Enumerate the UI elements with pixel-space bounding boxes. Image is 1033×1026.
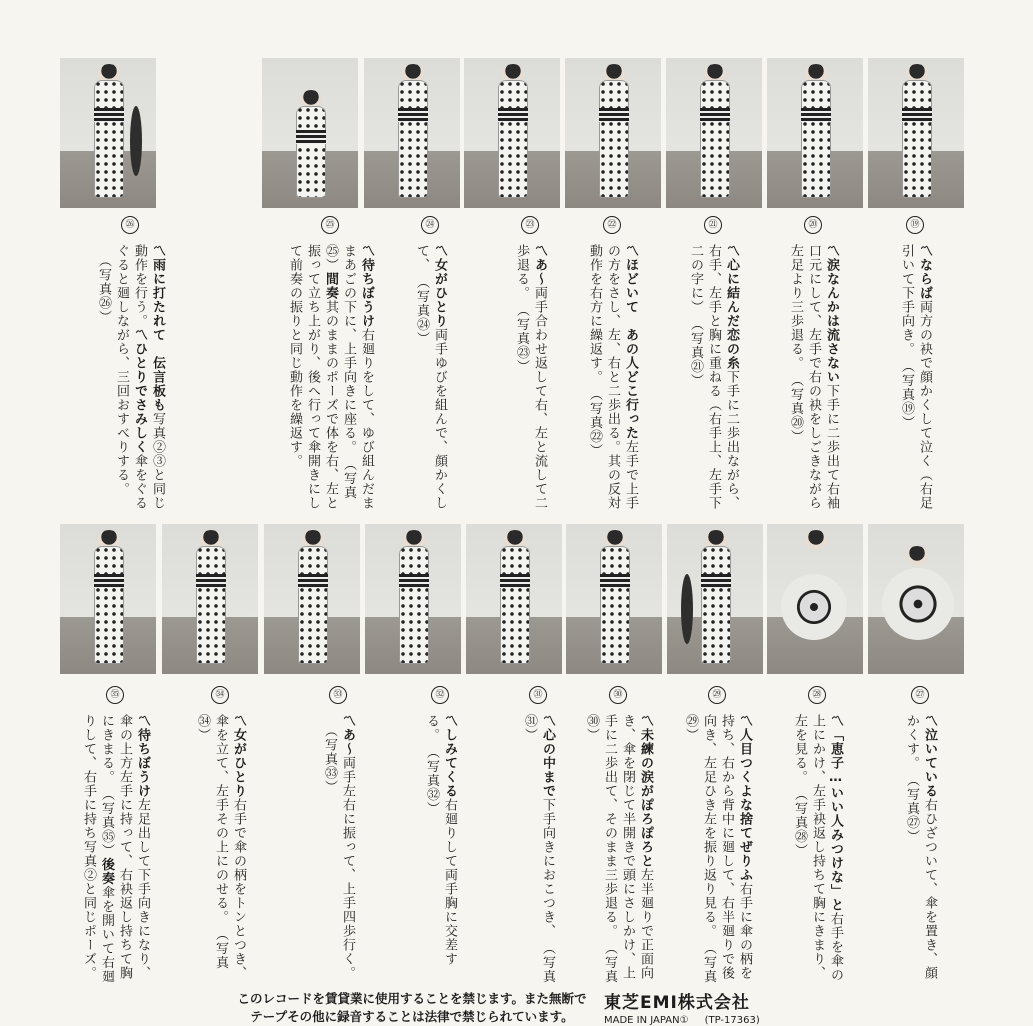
instruction-text: 右廻りして両手胸に交差する。 bbox=[424, 714, 457, 966]
photo-28 bbox=[767, 524, 863, 674]
step-number: ㉔ bbox=[421, 216, 439, 234]
photo-19 bbox=[868, 58, 964, 208]
step-number: ㉓ bbox=[521, 216, 539, 234]
instruction-text: 右手に傘の柄を持ち、右から背中に廻して、右半廻りで後向き、左足ひき左を振り返り見る。 bbox=[701, 714, 752, 980]
lyric-line: 〽ほどいて あの人どこ行った bbox=[623, 244, 638, 440]
photo-ref: （写真㉒） bbox=[587, 394, 602, 458]
step-number: ㉘ bbox=[808, 686, 826, 704]
instruction-text: 右ひざついて、傘を置き、顔かくす。 bbox=[904, 714, 937, 980]
step-number: ㉖ bbox=[121, 216, 139, 234]
photo-20 bbox=[767, 58, 863, 208]
instruction-text: 両手合わせ返して右、左と流して二歩退る。 bbox=[514, 244, 547, 510]
step-number: ㉞ bbox=[211, 686, 229, 704]
step-20 bbox=[788, 216, 839, 514]
top-photo-strip bbox=[0, 58, 1033, 208]
photo-ref: （写真㉕） bbox=[323, 244, 356, 500]
photo-ref: （写真㉙） bbox=[683, 714, 716, 984]
lyric-line: 〽心の中まで bbox=[540, 714, 555, 798]
step-number: ㉙ bbox=[708, 686, 726, 704]
photo-25 bbox=[262, 58, 358, 208]
instruction-text: 下手向きにおこつき、 bbox=[540, 798, 555, 938]
lyric-line: 〽泣いている bbox=[922, 714, 937, 798]
photo-ref: （写真㉔） bbox=[414, 282, 429, 346]
photo-ref: （写真㉟） bbox=[99, 794, 114, 858]
instruction-text: 右廻りをして、ゆび組んだままあごの下に、上手向きに座る。 bbox=[341, 244, 374, 510]
step-35 bbox=[70, 686, 160, 984]
photo-34 bbox=[162, 524, 258, 674]
photo-ref: （写真⑳） bbox=[788, 380, 803, 444]
photo-31 bbox=[466, 524, 562, 674]
step-28 bbox=[792, 686, 843, 984]
step-number: ⑲ bbox=[906, 216, 924, 234]
publisher-block bbox=[604, 988, 834, 1026]
lyric-line: 〽女がひとり bbox=[231, 714, 246, 798]
step-number: ㉟ bbox=[106, 686, 124, 704]
instruction-text: 下手に二歩出ながら、右手、左手と胸に重ねる（右手上、左手下二の字に） bbox=[688, 244, 739, 510]
photo-ref: （写真㉛） bbox=[522, 714, 555, 984]
photo-32 bbox=[365, 524, 461, 674]
step-number: ㉜ bbox=[431, 686, 449, 704]
lyric-line-2: 〽ひとりでさみしく bbox=[132, 328, 147, 454]
step-number: ㉝ bbox=[329, 686, 347, 704]
lyric-line: 〽待ちぼうけ bbox=[135, 714, 150, 798]
instruction-text: 左手で上手の方をさし、左、右と二歩出る。其の反対動作を右方に繰返す。 bbox=[587, 244, 638, 510]
instruction-text: 両手左右に振って、上手四歩行く。 bbox=[340, 756, 355, 980]
instruction-text: 右手で傘の柄をトンとつき、傘を立て、左手その上にのせる。 bbox=[213, 714, 246, 980]
postlude-label: 後奏 bbox=[99, 857, 114, 886]
step-number: ㉚ bbox=[609, 686, 627, 704]
step-number: ㉑ bbox=[704, 216, 722, 234]
photo-ref: （写真㉞） bbox=[195, 714, 228, 970]
lyric-line: 〽あ〜 bbox=[532, 244, 547, 286]
instruction-text: 下手に二歩出て右袖口元にして、左手で右の袂をしごきながら左足より三歩退る。 bbox=[788, 244, 839, 510]
instruction-text: 左半廻りで正面向き、傘を閉じて半開きで頭にさしかけ、上手に二歩出て、そのまま三歩退る。 bbox=[602, 714, 653, 980]
lyric-line: 〽待ちぼうけ bbox=[359, 244, 374, 328]
photo-ref: （写真㉜） bbox=[424, 752, 439, 816]
notice-line-1: このレコードを賃貸業に使用することを禁じます。また無断で bbox=[237, 991, 587, 1006]
postlude-text: 傘を開いて右廻りして、右手に持ち写真②と同じポーズ。 bbox=[81, 714, 114, 984]
step-23 bbox=[510, 216, 550, 514]
photo-23 bbox=[464, 58, 560, 208]
instruction-text: 両方の袂で顔かくして泣く（右足引いて下手向き。 bbox=[899, 244, 932, 510]
photo-26 bbox=[60, 58, 156, 208]
step-number: ㉕ bbox=[321, 216, 339, 234]
photo-ref: （写真⑲） bbox=[899, 366, 914, 430]
photo-35 bbox=[60, 524, 156, 674]
step-number: ㉗ bbox=[911, 686, 929, 704]
step-31 bbox=[518, 686, 558, 984]
lyric-line: 〽雨に打たれて 伝言板も bbox=[150, 244, 165, 412]
instruction-text-2: 傘をぐるぐると廻しながら、三回おすべりする。 bbox=[114, 244, 147, 510]
step-number: ㉛ bbox=[529, 686, 547, 704]
lyric-line: 〽「恵子…いい人みつけな」と bbox=[828, 714, 843, 912]
step-29 bbox=[683, 686, 752, 984]
lyric-line: 〽涙なんかは流さない bbox=[824, 244, 839, 384]
photo-ref: （写真㉝） bbox=[322, 724, 337, 794]
photo-ref: （写真㉘） bbox=[792, 794, 807, 858]
photo-24 bbox=[364, 58, 460, 208]
step-30 bbox=[584, 686, 653, 984]
step-25 bbox=[287, 216, 374, 514]
step-24 bbox=[410, 216, 450, 514]
step-27 bbox=[900, 686, 940, 984]
photo-ref: （写真㉑） bbox=[688, 324, 703, 388]
photo-21 bbox=[666, 58, 762, 208]
notice-line-2: テープその他に録音することは法律で禁じられています。 bbox=[250, 1009, 574, 1024]
photo-33 bbox=[264, 524, 360, 674]
bottom-photo-strip bbox=[0, 524, 1033, 674]
photo-22 bbox=[565, 58, 661, 208]
lyric-line: 〽心に結んだ恋の糸 bbox=[724, 244, 739, 370]
lyric-line: 〽あ〜 bbox=[340, 714, 355, 756]
instruction-text: 右手を傘の上にかけ、左手袂返し持ちて胸にきまり、左を見る。 bbox=[792, 714, 843, 982]
lyric-line: 〽未練の涙がぽろぽろと bbox=[638, 714, 653, 868]
photo-ref: （写真㉚） bbox=[584, 714, 617, 984]
step-26 bbox=[90, 216, 170, 514]
step-22 bbox=[587, 216, 638, 514]
copyright-notice bbox=[222, 990, 602, 1026]
catalog-code: (TP-17363) bbox=[704, 1015, 760, 1026]
made-in-label: MADE IN JAPAN① bbox=[604, 1015, 689, 1026]
lyric-line: 〽人目つくよな捨てぜりふ bbox=[737, 714, 752, 882]
lyric-line: 〽ならば bbox=[917, 244, 932, 300]
publisher-name: 東芝EMI株式会社 bbox=[604, 993, 750, 1013]
photo-ref: （写真㉓） bbox=[514, 310, 529, 374]
lyric-line: 〽しみてくる bbox=[442, 714, 457, 798]
step-19 bbox=[895, 216, 935, 514]
step-32 bbox=[420, 686, 460, 984]
step-number: ⑳ bbox=[804, 216, 822, 234]
instruction-text: 左足出して下手向きになり、傘の上方左手に持って、右袂返し持ちて胸にきまる。 bbox=[99, 714, 150, 980]
photo-30 bbox=[566, 524, 662, 674]
interlude-text: 其のままのポーズで体を右、左と振って立ち上がり、後へ行って傘開きにして前奏の振りと同じ動作を繰返す。 bbox=[287, 244, 338, 510]
step-21 bbox=[688, 216, 739, 514]
step-33 bbox=[318, 686, 358, 984]
lyric-line: 〽女がひとり bbox=[432, 244, 447, 328]
photo-29 bbox=[667, 524, 763, 674]
photo-ref: （写真㉗） bbox=[904, 780, 919, 844]
instruction-text: 両手ゆびを組んで、顔かくして、 bbox=[414, 244, 447, 510]
step-34 bbox=[195, 686, 246, 984]
interlude-label: 間奏 bbox=[323, 272, 338, 300]
photo-ref: （写真㉖） bbox=[96, 254, 111, 324]
step-number: ㉒ bbox=[603, 216, 621, 234]
photo-27 bbox=[868, 524, 964, 674]
instruction-text: 写真②③と同じ動作を行う。 bbox=[132, 244, 165, 510]
